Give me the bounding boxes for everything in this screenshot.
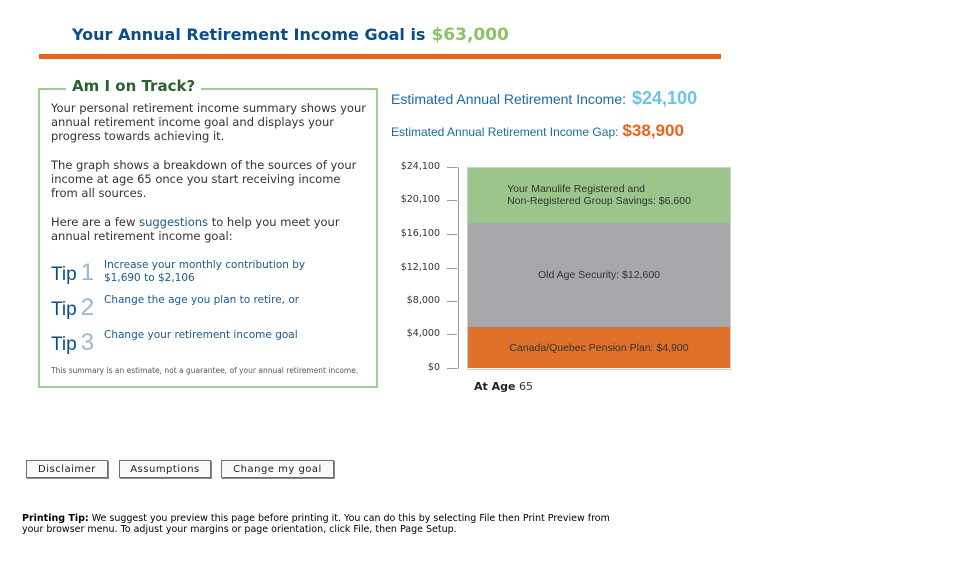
y-tick-label: $24,100 — [400, 161, 440, 172]
x-axis-label-bold: At Age — [474, 380, 516, 393]
suggestions-link[interactable]: suggestions — [139, 215, 209, 229]
tip-2-label — [51, 294, 94, 322]
y-tick-mark — [447, 234, 457, 235]
y-tick-label: $8,000 — [406, 295, 440, 306]
y-tick-mark — [447, 167, 457, 168]
tip-1-word: Tip — [51, 264, 77, 285]
estimated-gap — [391, 121, 684, 141]
tip-3-word: Tip — [51, 334, 77, 355]
tip-1-link[interactable] — [104, 259, 305, 284]
y-axis-line — [458, 167, 459, 369]
printing-tip — [22, 513, 612, 535]
bar-segment-old-age-security — [468, 223, 730, 328]
suggestions-suffix: to help you meet your annual retirement income goal: — [51, 215, 340, 243]
estimated-income-value: $24,100 — [632, 88, 698, 108]
y-tick-mark — [447, 200, 457, 201]
on-track-title: Am I on Track? — [66, 77, 201, 95]
estimated-gap-label: Estimated Annual Retirement Income Gap: — [391, 125, 619, 139]
page-title-text: Your Annual Retirement Income Goal is — [72, 25, 426, 44]
printing-tip-text: We suggest you preview this page before printing it. You can do this by selecting File then Print Preview from your browser menu. To adjust your margins or page orientation, click File, then Page Setup. — [22, 513, 610, 535]
printing-tip-label: Printing Tip: — [22, 513, 89, 524]
bar-segment-your-manulife-registered-and-non-registered-group-savings — [468, 168, 730, 223]
bar-segment-label: Your Manulife Registered and Non-Registered Group Savings: $6,600 — [507, 183, 691, 208]
tip-2-link[interactable]: Change the age you plan to retire, or — [104, 294, 300, 306]
tip-2-number: 2 — [80, 294, 95, 321]
summary-paragraph: Your personal retirement income summary shows your annual retirement income goal and displays your progress towards achieving it. — [51, 101, 366, 143]
tip-3-link[interactable]: Change your retirement income goal — [104, 329, 298, 341]
y-tick-mark — [447, 368, 457, 369]
y-tick-label: $4,000 — [406, 328, 440, 339]
y-tick-mark — [447, 334, 457, 335]
tip-2-word: Tip — [51, 299, 77, 320]
estimated-income-label: Estimated Annual Retirement Income: — [391, 91, 627, 107]
bar-segment-label: Canada/Quebec Pension Plan: $4,900 — [509, 341, 689, 354]
suggestions-prefix: Here are a few — [51, 215, 140, 229]
estimated-income — [391, 88, 697, 109]
y-tick-label: $20,100 — [400, 194, 440, 205]
change-goal-button[interactable]: Change my goal — [221, 460, 334, 478]
x-axis-label-value: 65 — [518, 380, 533, 393]
tip-1-line1: Increase your monthly contribution by — [104, 259, 306, 271]
tip-1-label — [51, 259, 94, 287]
estimate-disclaimer-note: This summary is an estimate, not a guarantee, of your annual retirement income. — [51, 366, 359, 375]
y-tick-mark — [447, 301, 457, 302]
y-tick-label: $16,100 — [400, 228, 440, 239]
disclaimer-button[interactable]: Disclaimer — [26, 460, 108, 478]
tip-3-number: 3 — [80, 329, 95, 356]
tip-1-line2: $1,690 to $2,106 — [104, 271, 195, 284]
goal-amount: $63,000 — [431, 25, 509, 45]
y-tick-label: $12,100 — [400, 262, 440, 273]
y-tick-label: $0 — [427, 362, 440, 373]
graph-paragraph: The graph shows a breakdown of the sources of your income at age 65 once you start receiving income from all sources. — [51, 158, 357, 200]
y-tick-mark — [447, 268, 457, 269]
page-title — [72, 25, 509, 45]
assumptions-button[interactable]: Assumptions — [119, 460, 211, 478]
tip-3-label — [51, 329, 94, 357]
x-axis-label — [474, 380, 533, 393]
title-divider — [39, 54, 721, 59]
bar-segment-canada-quebec-pension-plan — [468, 327, 730, 368]
estimated-gap-value: $38,900 — [622, 121, 684, 140]
suggestions-paragraph — [51, 215, 366, 243]
tip-1-number: 1 — [80, 259, 95, 286]
bar-segment-label: Old Age Security: $12,600 — [538, 269, 660, 282]
